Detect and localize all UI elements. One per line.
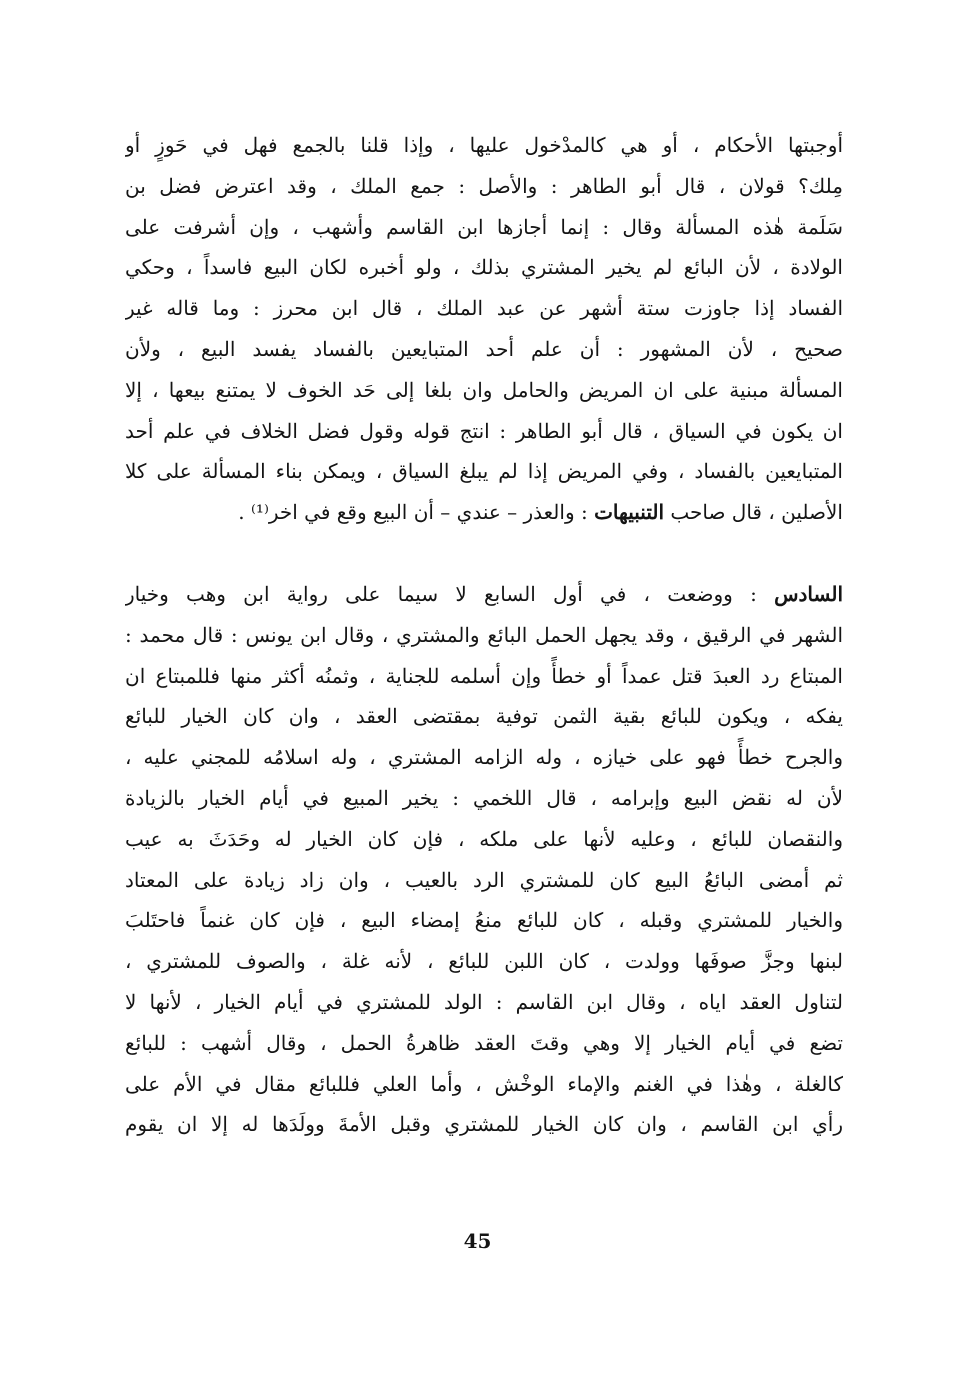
text-line: يفكه ، ويكون للبائع بقية الثمن توفية بمقتضى العقد ، وان كان الخيار للبائع bbox=[125, 704, 843, 729]
text-run: : ووضعت ، في أول السابع لا سيما على رواية ابن وهب وخيار bbox=[125, 582, 775, 606]
text-line: رأي ابن القاسم ، وان كان الخيار للمشتري وقبل الأمةَ وولَدَها له إلا ان يقوم bbox=[125, 1112, 843, 1137]
text-line: كالغلة ، وهٰذا في الغنم والإماء الوخْش ، وأما العلي فللبائع مقال في الأم على bbox=[125, 1071, 843, 1096]
text-line: لتناول العقد اياه ، وقال ابن القاسم : الولد للمشتري في أيام الخيار ، لأنها لا bbox=[125, 989, 843, 1014]
text-line: الفساد إذا جاوزت ستة أشهر عن عبد الملك ، قال ابن محرز : وما قاله غير bbox=[125, 296, 843, 321]
text-line-first bbox=[125, 574, 843, 615]
text-line: والنقصان للبائع ، وعليه لأنها على ملكه ، فإن كان الخيار له وحَدَثَ به عيب bbox=[125, 826, 843, 851]
text-line: ان يكون في السياق ، قال أبو الطاهر : انتج قوله وقول فضل الخلاف في علم أحد bbox=[125, 418, 843, 443]
text-line: مِلك؟ قولان ، قال أبو الطاهر : والأصل : جمع الملك ، وقد اعترض فضل بن bbox=[125, 173, 843, 198]
text-line: والجرح خطأً فهو على خيازه ، وله الزامه المشتري ، وله اسلامُه للمجني عليه ، bbox=[125, 745, 843, 770]
text-line: والخيار للمشتري وقبله ، كان للبائع منعُ إمضاء البيع ، فإن كان غنماً فاحتَلبَ bbox=[125, 908, 843, 933]
text-line: أوجبتها الأحكام ، أو هي كالمدْخول عليها ، وإذا قلنا بالجمع فهل في حَوزٍ أو bbox=[125, 133, 843, 157]
text-line: الشهر في الرقيق ، وقد يجهل الحمل البائع والمشتري ، وقال ابن يونس : قال محمد : bbox=[125, 622, 843, 647]
paragraph-1 bbox=[125, 125, 843, 533]
text-line: المبتاع رد العبدَ قتل عمداً أو خطأً وإن أسلمه للجناية ، وثمنُه أكثر منها فللمبتاع ان bbox=[125, 663, 843, 688]
text-run: الأصلين ، قال صاحب bbox=[664, 500, 843, 525]
text-line: ثم أمضى البائعُ البيع كان للمشتري الرد بالعيب ، وان زاد زيادة على المعتاد bbox=[125, 867, 843, 892]
text-line: الولادة ، لأن البائع لم يخير المشتري بذلك ، ولو أخبره لكان البيع فاسداً ، وحكي bbox=[125, 255, 843, 280]
text-line: صحيح ، لأن المشهور : أن علم أحد المتبايعين بالفساد يفسد البيع ، ولأن bbox=[125, 336, 843, 361]
text-line: المتبايعين بالفساد ، وفي المريض إذا لم يبلغ السياق ، ويمكن بناء المسألة على كلا bbox=[125, 459, 843, 484]
section-heading-bold: السادس bbox=[774, 582, 843, 606]
page-number: 45 bbox=[463, 1229, 492, 1253]
book-title-bold: التنبيهات bbox=[594, 500, 665, 525]
text-line: لأن له نقض البيع وإبرامه ، قال اللخمي : يخير المبيع في أيام الخيار بالزيادة bbox=[125, 785, 843, 810]
text-run: : والعذر – عندي – أن البيع وقع في اخر⁽¹⁾ . bbox=[238, 500, 595, 525]
text-line: لبنها وجزَّ صوفَها وولدت ، كان اللبن للبائع ، لأنه غلة ، والصوف للمشتري ، bbox=[125, 949, 843, 974]
paragraph-2 bbox=[125, 574, 843, 1145]
text-line-last bbox=[125, 492, 843, 533]
text-line: المسألة مبنية على ان المريض والحامل وان بلغا إلى حَد الخوف لا يمتنع بيعها ، إلا bbox=[125, 377, 843, 402]
text-line: سَلَمة هٰذه المسألة وقال : إنما أجازها ابن القاسم وأشهب ، وإن أشرفت على bbox=[125, 214, 843, 239]
text-line: تضع في أيام الخيار إلا وهي وقتَ العقد ظاهرةُ الحمل ، وقال أشهب : للبائع bbox=[125, 1030, 843, 1055]
